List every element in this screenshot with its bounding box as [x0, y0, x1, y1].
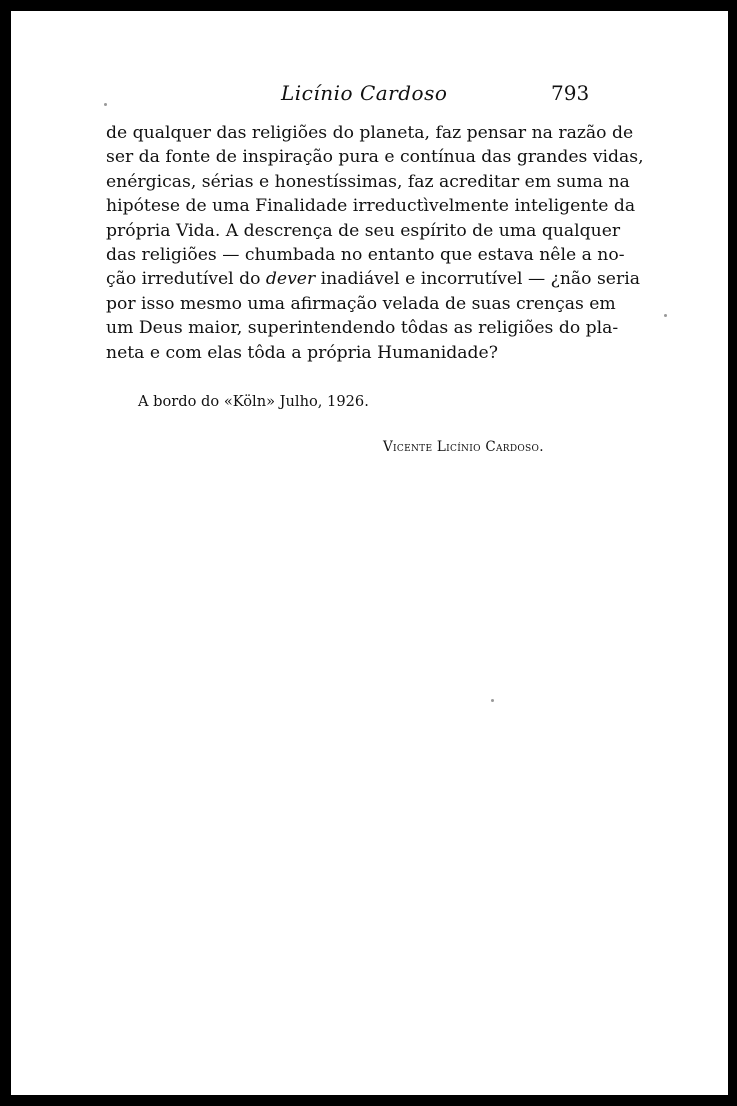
scan-speck — [104, 103, 107, 106]
scan-speck — [491, 699, 494, 702]
running-head-title: Licínio Cardoso — [281, 81, 448, 105]
text-fragment: ção irredutível do — [106, 269, 266, 290]
scan-speck — [664, 314, 667, 317]
text-line: neta e com elas tôda a própria Humanidade? — [106, 342, 498, 363]
dateline: A bordo do «Köln» Julho, 1926. — [138, 393, 369, 410]
text-line: por isso mesmo uma afirmação velada de suas crenças em — [106, 293, 616, 314]
text-line-with-emphasis — [106, 267, 640, 291]
text-line: própria Vida. A descrença de seu espírito de uma qualquer — [106, 220, 621, 241]
text-line: hipótese de uma Finalidade irreductìvelmente inteligente da — [106, 196, 636, 217]
text-line: um Deus maior, superintendendo tôdas as religiões do pla- — [106, 318, 619, 339]
emphasized-word: dever — [265, 269, 316, 290]
body-paragraph — [106, 121, 644, 365]
book-page — [11, 11, 728, 1095]
text-fragment: inadiável e incorrutível — ¿não seria — [315, 269, 640, 290]
text-line: de qualquer das religiões do planeta, faz pensar na razão de — [106, 123, 634, 143]
page-number: 793 — [551, 81, 590, 105]
text-line: ser da fonte de inspiração pura e contínua das grandes vidas, — [106, 147, 644, 168]
running-head — [11, 81, 728, 109]
text-line: enérgicas, sérias e honestíssimas, faz acreditar em suma na — [106, 171, 630, 192]
text-line: das religiões — chumbada no entanto que estava nêle a no- — [106, 244, 625, 265]
author-signature: Vicente Licínio Cardoso. — [383, 439, 544, 455]
